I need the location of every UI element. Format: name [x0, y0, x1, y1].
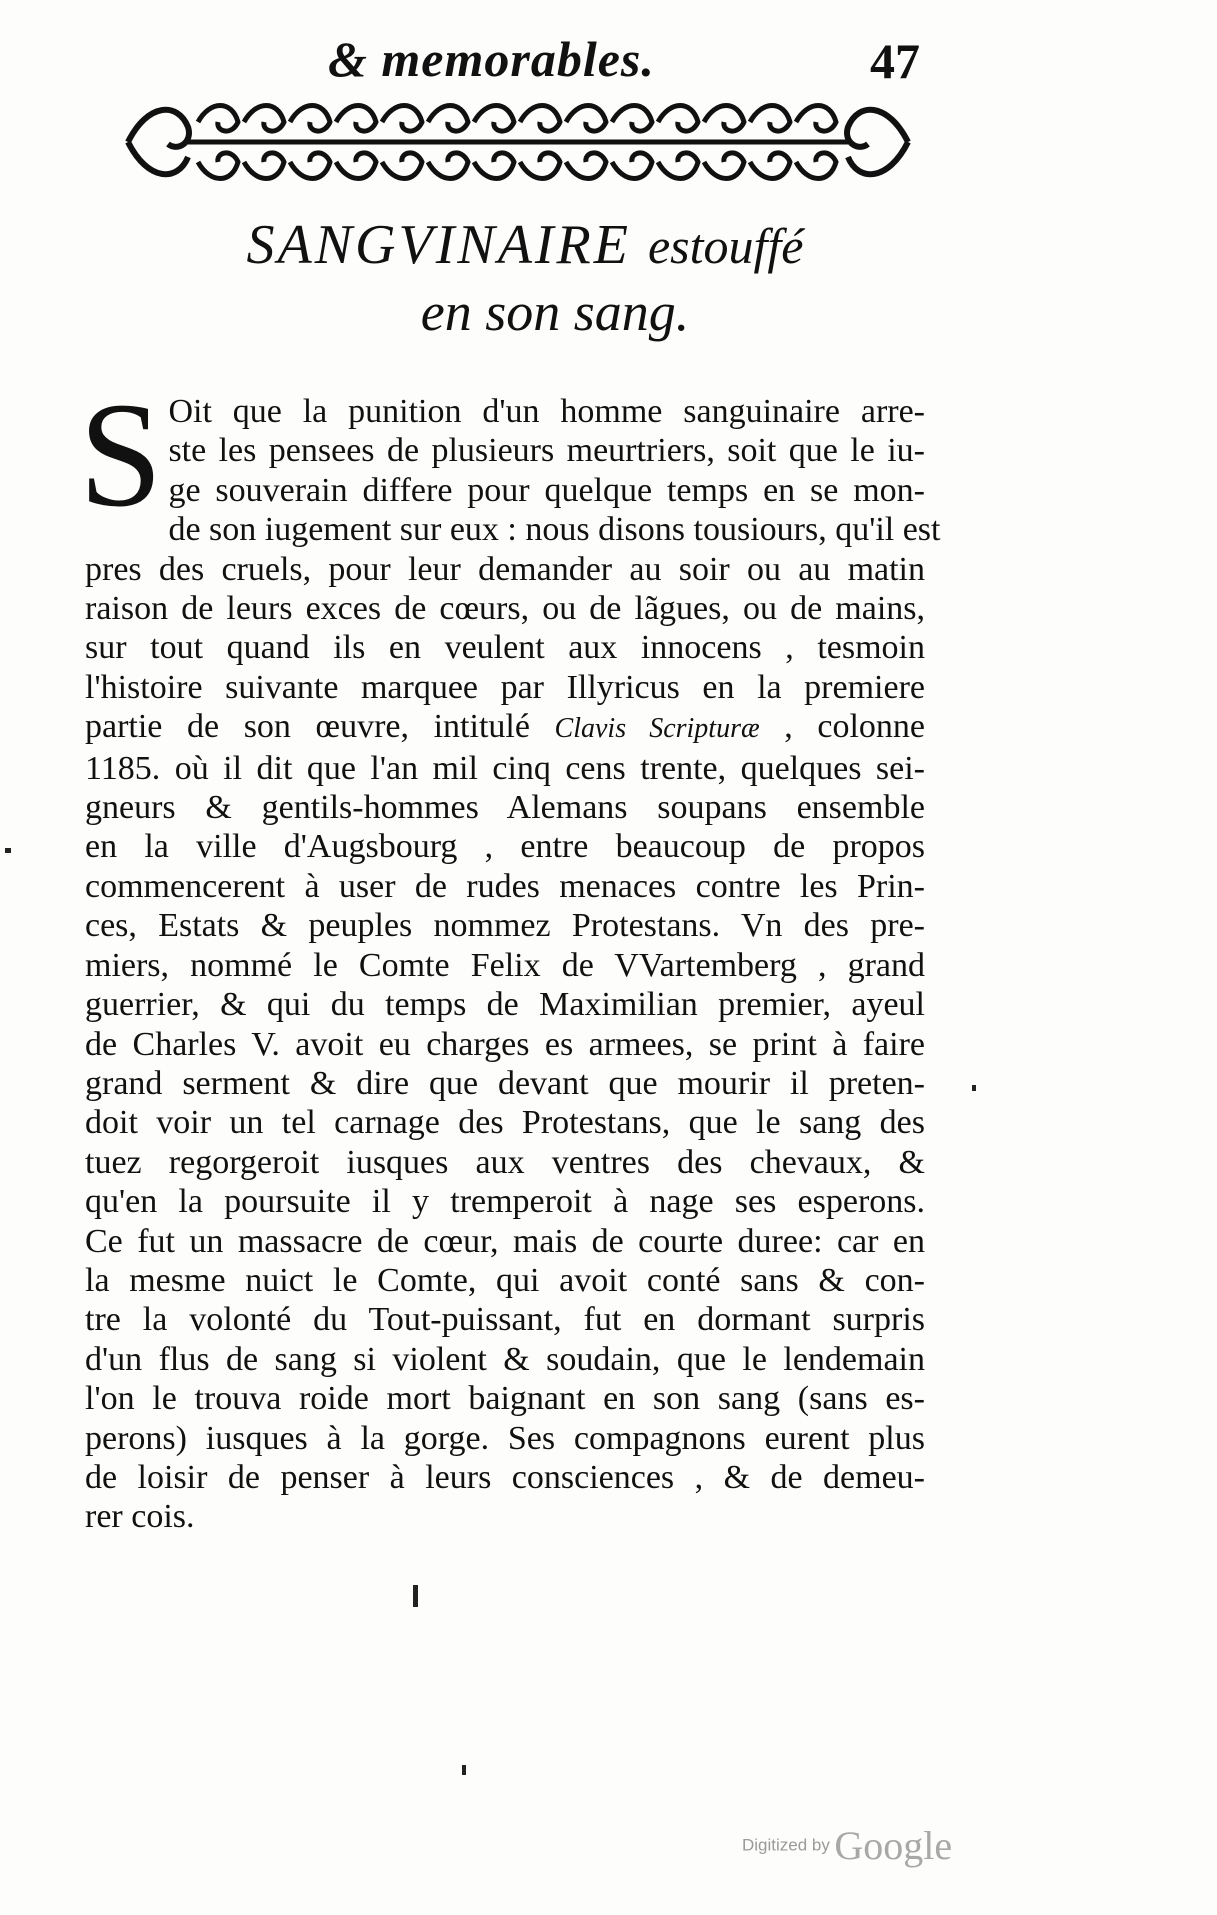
citation-title: Clavis Scripturæ	[554, 713, 760, 745]
text-line: ste les pensees de plusieurs meurtriers, soit que le iu-	[168, 432, 925, 470]
ornament-scroll	[474, 106, 514, 132]
ornament-scroll	[750, 153, 790, 179]
ornament-scroll	[198, 106, 238, 132]
ornament-scroll	[428, 153, 468, 179]
text-line: gneurs & gentils-hommes Alemans soupans ensemble	[85, 789, 925, 827]
text-line: ces, Estats & peuples nommez Protestans. Vn des pre-	[85, 907, 925, 945]
text-line: d'un flus de sang si violent & soudain, que le lendemain	[85, 1340, 925, 1378]
ornament-scroll	[704, 106, 744, 132]
text-line: tuez regorgeroit iusques aux ventres des chevaux, &	[85, 1143, 925, 1181]
ornament-scroll	[520, 106, 560, 132]
citation-tail: , colonne	[784, 708, 925, 746]
text-line: ge souverain differe pour quelque temps en se mon-	[168, 471, 925, 509]
text-line: la mesme nuict le Comte, qui avoit conté sans & con-	[85, 1261, 925, 1299]
ornament-scroll	[796, 153, 836, 179]
text-line: en la ville d'Augsbourg , entre beaucoup de propos	[85, 828, 925, 866]
ornament-scroll	[704, 153, 744, 179]
heading-title-tail: estouffé	[647, 218, 804, 274]
text-line: 1185. où il dit que l'an mil cinq cens trente, quelques sei-	[85, 749, 925, 787]
ink-speck	[972, 1085, 976, 1091]
ornament-scroll	[796, 106, 836, 132]
heading-title: SANGVINAIRE	[246, 214, 631, 276]
ornament-scroll	[612, 153, 652, 179]
ornament-scroll	[658, 106, 698, 132]
heading-subtitle: en son sang.	[420, 282, 690, 342]
ornament-scroll	[520, 153, 560, 179]
text-line: raison de leurs exces de cœurs, ou de lãgues, ou de mains,	[85, 590, 925, 628]
text-line: partie de son œuvre, intitulé	[85, 708, 530, 746]
ornament-scroll	[428, 106, 468, 132]
decorative-headpiece	[118, 92, 918, 192]
ornament-scroll	[336, 106, 376, 132]
ornament-scroll	[474, 153, 514, 179]
ornament-scroll	[750, 106, 790, 132]
digitized-watermark	[742, 1822, 952, 1869]
text-line: Ce fut un massacre de cœur, mais de courte duree: car en	[85, 1222, 925, 1260]
section-heading	[150, 212, 900, 345]
running-title: & memorables.	[328, 31, 655, 87]
ink-speck	[413, 1585, 418, 1607]
text-line: rer cois.	[85, 1498, 195, 1536]
ornament-scroll	[244, 106, 284, 132]
text-line: perons) iusques à la gorge. Ses compagnons eurent plus	[85, 1419, 925, 1457]
text-line: commencerent à user de rudes menaces contre les Prin-	[85, 867, 925, 905]
google-logo: Google	[834, 1823, 953, 1868]
text-line: miers, nommé le Comte Felix de VVartemberg , grand	[85, 946, 925, 984]
page-header	[300, 22, 920, 92]
text-line: de loisir de penser à leurs consciences , & de demeu-	[85, 1458, 925, 1496]
text-line: de son iugement sur eux : nous disons tousiours, qu'il est	[168, 511, 941, 549]
text-line: sur tout quand ils en veulent aux innocens , tesmoin	[85, 629, 925, 667]
ornament-scroll	[290, 153, 330, 179]
text-line: pres des cruels, pour leur demander au soir ou au matin	[85, 550, 925, 588]
watermark-prefix: Digitized by	[742, 1835, 830, 1855]
text-line: tre la volonté du Tout-puissant, fut en dormant surpris	[85, 1301, 925, 1339]
ornament-scroll	[566, 153, 606, 179]
text-line: Oit que la punition d'un homme sanguinaire arre-	[168, 393, 925, 430]
text-line-citation	[85, 707, 925, 748]
ornament-scroll	[612, 106, 652, 132]
body-text	[79, 372, 941, 1537]
text-line: l'histoire suivante marquee par Illyricus en la premiere	[85, 668, 925, 706]
ornament-scroll	[290, 106, 330, 132]
text-line: de Charles V. avoit eu charges es armees, se print à faire	[85, 1025, 925, 1063]
text-line: grand serment & dire que devant que mourir il preten-	[85, 1064, 925, 1102]
text-line: doit voir un tel carnage des Protestans, que le sang des	[85, 1104, 925, 1142]
ornament-scroll	[566, 106, 606, 132]
ornament-scroll	[658, 153, 698, 179]
ornament-scroll	[198, 153, 238, 179]
ornament-scroll	[244, 153, 284, 179]
text-line: l'on le trouva roide mort baignant en son sang (sans es-	[85, 1380, 925, 1418]
text-line: guerrier, & qui du temps de Maximilian premier, ayeul	[85, 986, 925, 1024]
ornament-scroll	[382, 106, 422, 132]
ink-speck	[5, 848, 11, 853]
text-line: qu'en la poursuite il y tremperoit à nage ses esperons.	[85, 1183, 925, 1221]
ornament-scroll	[336, 153, 376, 179]
drop-cap: S	[79, 372, 163, 538]
page-number: 47	[870, 33, 920, 89]
ornament-scroll	[382, 153, 422, 179]
ink-speck	[462, 1765, 466, 1775]
